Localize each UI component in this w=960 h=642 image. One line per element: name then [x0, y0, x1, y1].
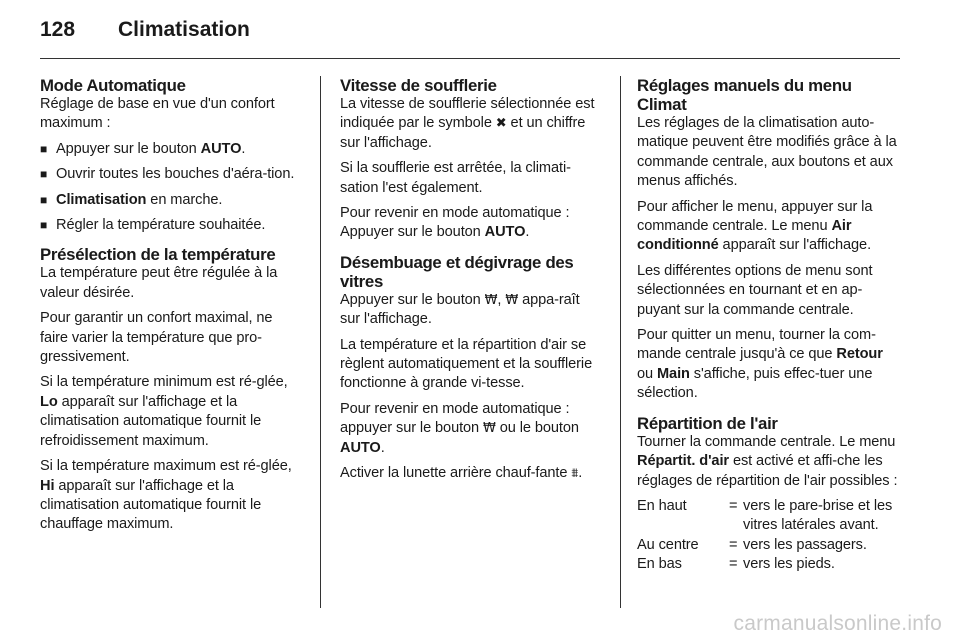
list-item	[40, 140, 302, 159]
menu-name-label: Répartit. d'air	[637, 453, 729, 470]
paragraph: Les différentes options de menu sont sélectionnées en tournant et en ap-puyant sur la commande centrale.	[637, 262, 873, 318]
paragraph: Les réglages de la climatisation auto-matique peuvent être modifiés grâce à la commande centrale, aux boutons et aux menus affichés.	[637, 115, 897, 190]
text: .	[380, 439, 385, 456]
section-title-manual-settings: Réglages manuels du menu Climat	[637, 76, 852, 114]
paragraph	[40, 457, 302, 535]
page-number: 128	[40, 18, 76, 41]
section-title-air-distribution: Répartition de l'air	[637, 413, 778, 433]
paragraph: Pour garantir un confort maximal, ne faire varier la température que pro-gressivement.	[40, 310, 273, 366]
auto-button-label: AUTO	[340, 439, 381, 456]
text: ou	[637, 365, 657, 382]
section-title-preselect: Présélection de la température	[40, 245, 276, 265]
paragraph	[637, 326, 899, 404]
paragraph	[637, 198, 899, 256]
bullet-icon: ■	[40, 192, 48, 207]
text: Activer la lunette arrière chauf-fante	[340, 465, 572, 482]
chapter-title: Climatisation	[118, 18, 250, 41]
list-item	[40, 216, 302, 235]
paragraph: Si la soufflerie est arrêtée, la climati-sation l'est également.	[340, 160, 571, 196]
table-cell: vers les pieds.	[743, 556, 835, 573]
text: et un chiffre sur l'affichage.	[340, 115, 586, 151]
paragraph: Réglage de base en vue d'un confort maximum :	[40, 96, 275, 132]
paragraph	[340, 95, 602, 153]
text: Pour quitter un menu, tourner la com-mande centrale jusqu'à ce que	[637, 327, 876, 363]
column-divider	[320, 76, 321, 608]
paragraph	[40, 373, 302, 451]
list-item	[40, 165, 302, 184]
text: en marche.	[146, 191, 223, 208]
text: Régler la température souhaitée.	[56, 217, 266, 234]
text: La vitesse de soufflerie sélectionnée est indiquée par le symbole	[340, 96, 595, 132]
text: Si la température minimum est ré-glée,	[40, 374, 288, 391]
menu-name-label: Air conditionné	[637, 218, 852, 254]
table-cell: vers le pare-brise et les vitres latérales avant.	[743, 497, 893, 534]
retour-label: Retour	[836, 346, 883, 363]
climatisation-label: Climatisation	[56, 191, 147, 208]
section-title-fan-speed: Vitesse de soufflerie	[340, 76, 497, 95]
auto-button-label: AUTO	[200, 140, 242, 157]
column-right	[637, 76, 899, 575]
paragraph	[340, 204, 602, 243]
fan-icon: ✖	[495, 116, 507, 132]
table-cell: =	[729, 536, 738, 553]
paragraph	[340, 464, 602, 483]
defrost-icon: ₩	[483, 421, 496, 437]
header-divider	[40, 58, 900, 59]
text: est activé et affi-che les réglages de répartition de l'air possibles :	[637, 453, 898, 489]
paragraph: La température et la répartition d'air se règlent automatiquement et la soufflerie fonctionne à grande vi-tesse.	[340, 336, 593, 392]
text: Pour revenir en mode automatique : appuyer sur le bouton	[340, 400, 570, 437]
text: apparaît sur l'affichage et la climatisation automatique fournit le refroidissement maximum.	[40, 393, 262, 449]
text: .	[578, 465, 583, 482]
bullet-icon: ■	[40, 167, 48, 182]
text: Appuyer sur le bouton	[56, 140, 201, 157]
text: apparaît sur l'affichage et la climatisation automatique fournit le chauffage maximum.	[40, 477, 262, 533]
paragraph	[340, 400, 602, 458]
table-cell: En bas	[637, 556, 682, 573]
watermark: carmanualsonline.info	[733, 612, 942, 635]
table-cell: vers les passagers.	[743, 536, 867, 553]
hi-label: Hi	[40, 477, 55, 494]
defrost-icon: ₩	[505, 292, 519, 308]
text: Ouvrir toutes les bouches d'aéra-tion.	[56, 166, 295, 183]
bullet-icon: ■	[40, 218, 48, 233]
column-divider	[620, 76, 621, 608]
text: appa-raît sur l'affichage.	[340, 291, 580, 328]
main-label: Main	[657, 365, 690, 382]
text: ,	[497, 291, 506, 308]
table-row	[637, 536, 899, 555]
table-cell: En haut	[637, 497, 687, 514]
rear-window-heat-icon: ⩩	[571, 466, 579, 482]
lo-label: Lo	[40, 393, 58, 410]
text: ou le bouton	[495, 420, 579, 437]
defrost-icon: ₩	[484, 292, 498, 308]
text: .	[525, 224, 530, 241]
paragraph	[340, 291, 602, 330]
list-item	[40, 191, 302, 210]
table-cell: Au centre	[637, 536, 699, 553]
table-row	[637, 497, 899, 536]
text: Pour revenir en mode automatique : Appuyer sur le bouton	[340, 205, 570, 241]
section-title-defrost: Désembuage et dégivrage des vitres	[340, 252, 574, 291]
text: s'affiche, puis effec-tuer une sélection.	[637, 365, 873, 402]
text: Pour afficher le menu, appuyer sur la commande centrale. Le menu	[637, 198, 873, 235]
bullet-list	[40, 140, 302, 236]
paragraph	[637, 433, 899, 491]
auto-button-label: AUTO	[484, 224, 526, 241]
table-cell: =	[729, 556, 738, 573]
column-left	[40, 76, 302, 541]
bullet-icon: ■	[40, 141, 48, 156]
column-middle	[340, 76, 602, 490]
text: .	[241, 140, 246, 157]
paragraph: La température peut être régulée à la valeur désirée.	[40, 265, 278, 301]
distribution-table	[637, 497, 899, 575]
text: Tourner la commande centrale. Le menu	[637, 433, 896, 450]
text: Si la température maximum est ré-glée,	[40, 458, 292, 475]
table-cell: =	[729, 497, 738, 514]
section-title-mode-auto: Mode Automatique	[40, 76, 186, 95]
text: Appuyer sur le bouton	[340, 291, 485, 308]
table-row	[637, 555, 899, 574]
text: apparaît sur l'affichage.	[718, 237, 872, 254]
